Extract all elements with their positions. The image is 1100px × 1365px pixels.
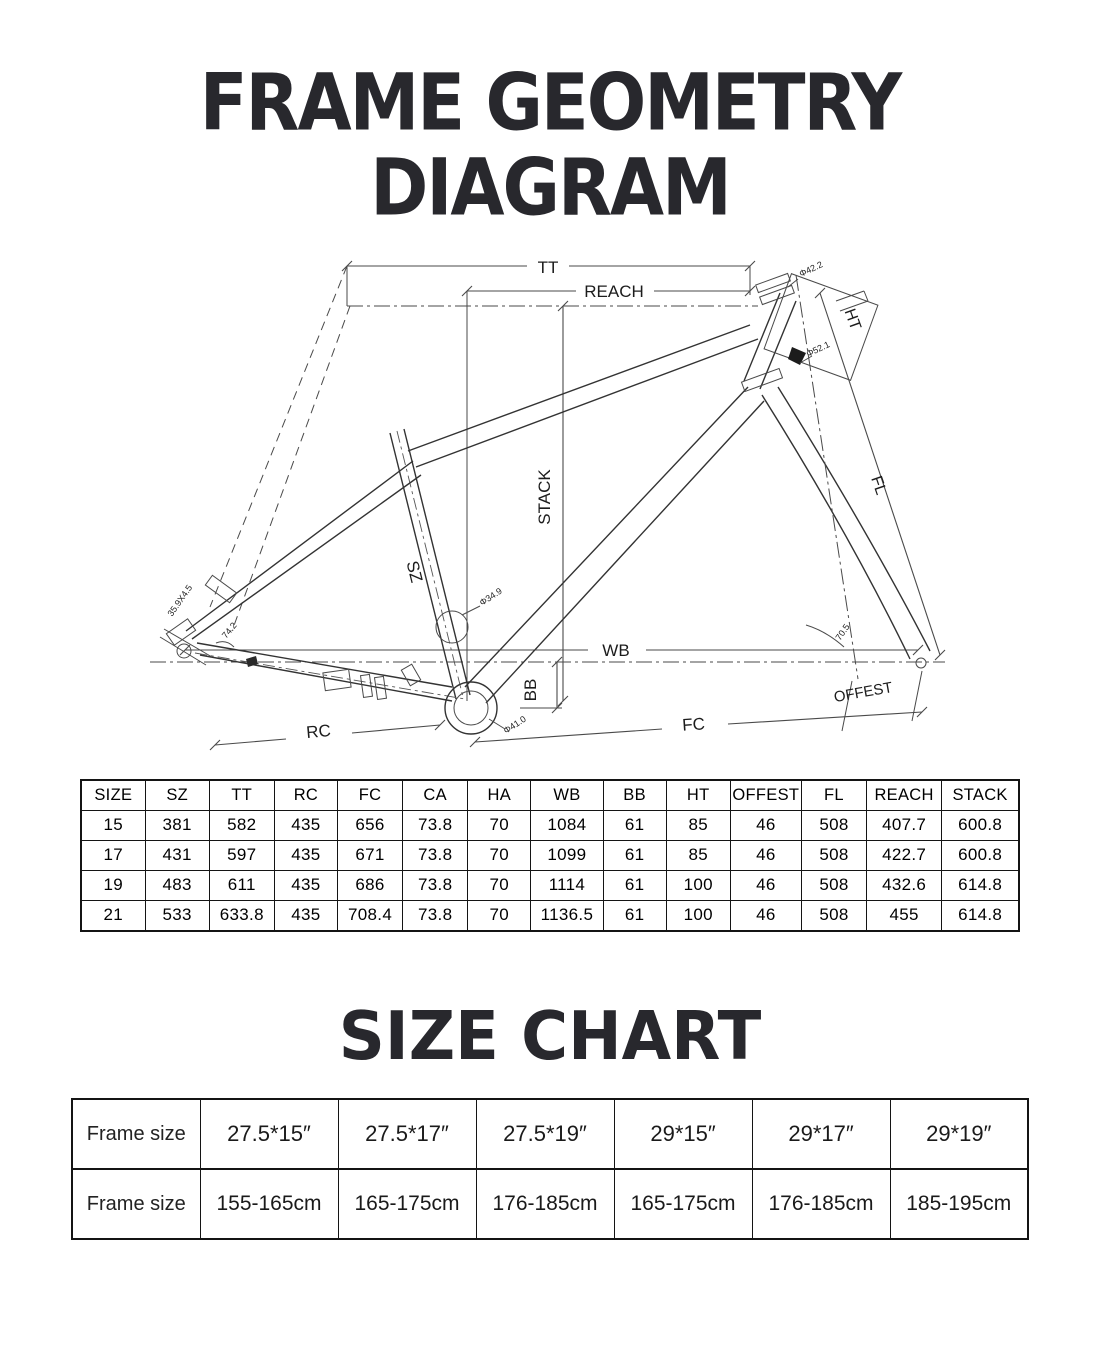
geo-cell: 483	[145, 870, 209, 900]
geo-header: HT	[666, 780, 730, 811]
geo-cell: 1084	[531, 810, 603, 840]
geo-cell: 432.6	[867, 870, 942, 900]
size-cell: 27.5*19″	[476, 1099, 614, 1169]
frame-tubes	[186, 293, 930, 703]
size-cell: 29*17″	[752, 1099, 890, 1169]
geo-cell: 435	[274, 810, 337, 840]
geo-cell: 46	[730, 840, 801, 870]
size-chart-sizes-row	[72, 1099, 1028, 1169]
geo-header: RC	[274, 780, 337, 811]
geo-cell: 1114	[531, 870, 603, 900]
size-chart-table	[71, 1098, 1029, 1240]
geo-cell: 19	[81, 870, 145, 900]
head-bottom-diameter-annotation: Φ52.1	[804, 338, 832, 359]
size-chart-title: SIZE CHART	[338, 997, 762, 1076]
geo-cell: 381	[145, 810, 209, 840]
height-cell: 185-195cm	[890, 1169, 1028, 1239]
geo-header: FC	[338, 780, 403, 811]
reach-dimension	[462, 282, 755, 301]
geo-cell: 533	[145, 900, 209, 931]
fork-angle-annotation: 70.5	[833, 621, 852, 642]
height-cell: 165-175cm	[614, 1169, 752, 1239]
geo-cell: 85	[666, 840, 730, 870]
geo-cell: 656	[338, 810, 403, 840]
geometry-row-21	[81, 900, 1019, 931]
fc-dimension	[470, 707, 927, 747]
geo-cell: 422.7	[867, 840, 942, 870]
size-cell: 27.5*15″	[200, 1099, 338, 1169]
geo-cell: 15	[81, 810, 145, 840]
frame-diagram-svg	[0, 235, 1100, 765]
height-cell: 176-185cm	[476, 1169, 614, 1239]
geo-cell: 582	[209, 810, 274, 840]
geo-header: CA	[403, 780, 468, 811]
geo-cell: 61	[603, 870, 666, 900]
head-tube-detail	[741, 259, 877, 391]
geo-cell: 17	[81, 840, 145, 870]
rc-dimension	[210, 720, 445, 750]
size-cell: 29*19″	[890, 1099, 1028, 1169]
geo-cell: 70	[468, 870, 531, 900]
geo-cell: 61	[603, 840, 666, 870]
size-chart-heights-row	[72, 1169, 1028, 1239]
geo-header: WB	[531, 780, 603, 811]
geo-cell: 100	[666, 900, 730, 931]
fc-label: FC	[681, 713, 706, 735]
fork-angle	[806, 622, 852, 647]
geo-cell: 70	[468, 900, 531, 931]
wb-dimension	[180, 641, 923, 660]
geo-cell: 46	[730, 810, 801, 840]
geo-cell: 633.8	[209, 900, 274, 931]
geo-cell: 614.8	[942, 870, 1019, 900]
headset-detail-blob	[788, 347, 806, 365]
geo-cell: 435	[274, 900, 337, 931]
geo-cell: 686	[338, 870, 403, 900]
seat-angle-annotation: 74.2	[219, 620, 239, 640]
geo-cell: 508	[801, 870, 866, 900]
geo-cell: 431	[145, 840, 209, 870]
geo-cell: 1136.5	[531, 900, 603, 931]
front-axle	[916, 658, 926, 668]
geometry-table	[80, 779, 1020, 932]
geometry-row-15	[81, 810, 1019, 840]
geo-header: TT	[209, 780, 274, 811]
fl-label: FL	[867, 473, 890, 497]
geo-cell: 46	[730, 900, 801, 931]
head-top-diameter-annotation: Φ42.2	[797, 258, 825, 279]
geo-cell: 435	[274, 840, 337, 870]
tt-label: TT	[537, 257, 559, 277]
page-title-line1: FRAME GEOMETRY	[199, 56, 901, 149]
geo-cell: 1099	[531, 840, 603, 870]
page-title	[0, 56, 1100, 234]
geo-cell: 85	[666, 810, 730, 840]
geometry-row-19	[81, 870, 1019, 900]
geo-header: FL	[801, 780, 866, 811]
geo-cell: 611	[209, 870, 274, 900]
geo-cell: 600.8	[942, 810, 1019, 840]
height-cell: 165-175cm	[338, 1169, 476, 1239]
geo-cell: 73.8	[403, 810, 468, 840]
bb-shell-diameter-annotation: Φ41.0	[501, 713, 528, 736]
size-chart-row2-label: Frame size	[72, 1169, 200, 1239]
page-title-line2: DIAGRAM	[370, 142, 730, 234]
geo-cell: 100	[666, 870, 730, 900]
geo-cell: 46	[730, 870, 801, 900]
geo-cell: 73.8	[403, 870, 468, 900]
geo-header: REACH	[867, 780, 942, 811]
geo-cell: 73.8	[403, 840, 468, 870]
ht-label: HT	[840, 306, 864, 332]
geo-cell: 600.8	[942, 840, 1019, 870]
reach-label: REACH	[584, 281, 644, 301]
bb-label: BB	[521, 678, 540, 701]
seat-tube-diameter-annotation: Φ34.9	[477, 585, 504, 608]
frame-geometry-diagram	[0, 235, 1100, 765]
geo-cell: 61	[603, 900, 666, 931]
height-cell: 155-165cm	[200, 1169, 338, 1239]
wb-label: WB	[602, 640, 630, 660]
geo-cell: 614.8	[942, 900, 1019, 931]
offest-dimension	[833, 671, 922, 731]
bb-dimension	[520, 657, 562, 713]
geo-cell: 671	[338, 840, 403, 870]
rc-label: RC	[305, 720, 332, 742]
geo-cell: 73.8	[403, 900, 468, 931]
fl-dimension	[815, 288, 945, 660]
bottom-bracket	[445, 682, 528, 736]
tt-dimension	[342, 258, 755, 306]
geo-header: STACK	[942, 780, 1019, 811]
size-cell: 27.5*17″	[338, 1099, 476, 1169]
geo-cell: 597	[209, 840, 274, 870]
geo-header: SIZE	[81, 780, 145, 811]
dropout-spec-annotation: 35.9X4.5	[165, 582, 195, 618]
size-cell: 29*15″	[614, 1099, 752, 1169]
offest-label: OFFEST	[832, 678, 894, 706]
geo-cell: 407.7	[867, 810, 942, 840]
geo-cell: 508	[801, 900, 866, 931]
geo-header: SZ	[145, 780, 209, 811]
geo-cell: 435	[274, 870, 337, 900]
seat-tube-clamp	[436, 585, 504, 642]
height-cell: 176-185cm	[752, 1169, 890, 1239]
geo-cell: 70	[468, 810, 531, 840]
size-chart-row1-label: Frame size	[72, 1099, 200, 1169]
geo-cell: 508	[801, 840, 866, 870]
sz-label: SZ	[402, 558, 427, 585]
geo-cell: 21	[81, 900, 145, 931]
steering-axis	[796, 275, 858, 679]
geo-header: HA	[468, 780, 531, 811]
geo-cell: 708.4	[338, 900, 403, 931]
geo-cell: 508	[801, 810, 866, 840]
stack-label: STACK	[535, 468, 554, 525]
geo-header: BB	[603, 780, 666, 811]
geo-cell: 455	[867, 900, 942, 931]
geo-cell: 61	[603, 810, 666, 840]
geometry-row-17	[81, 840, 1019, 870]
geo-cell: 70	[468, 840, 531, 870]
geometry-header-row	[81, 780, 1019, 811]
geo-header: OFFEST	[730, 780, 801, 811]
